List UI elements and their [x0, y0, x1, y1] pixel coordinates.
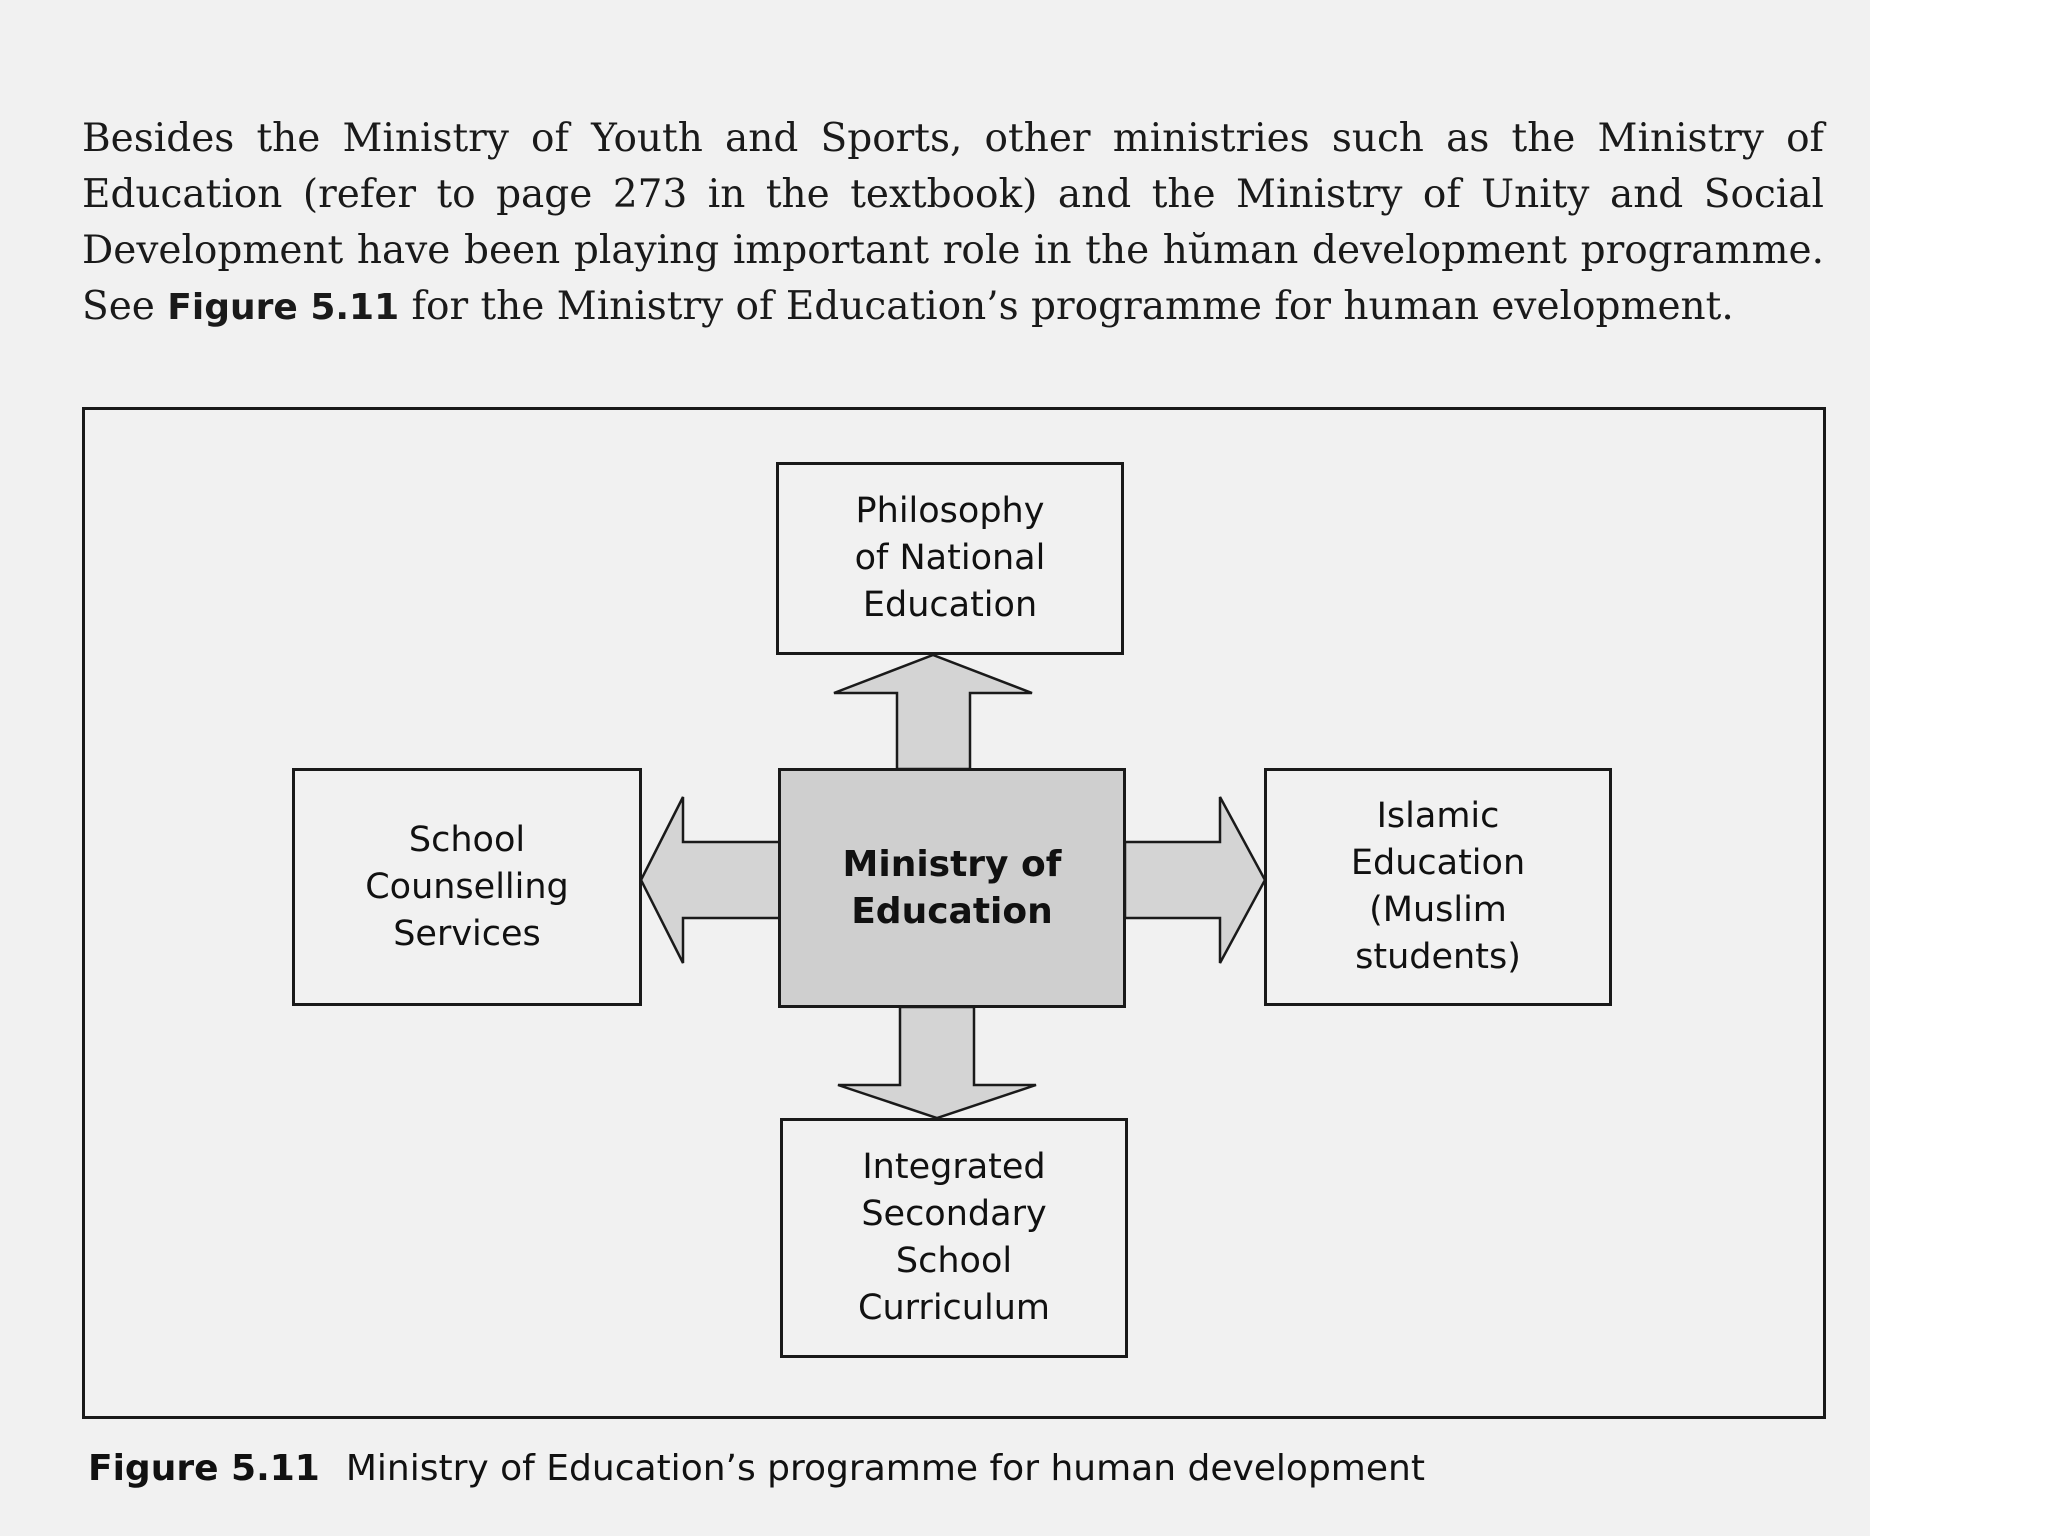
right-box-line: (Muslim — [1369, 890, 1507, 930]
bottom-box-line: Curriculum — [858, 1288, 1050, 1328]
top-box-line: Education — [862, 585, 1038, 625]
bottom-box-line: Integrated — [862, 1147, 1046, 1187]
center-box-line: Ministry of — [842, 844, 1062, 885]
right-box-line: students) — [1355, 937, 1521, 977]
center-box-line: Education — [851, 891, 1053, 932]
bottom-box-line: Secondary — [861, 1194, 1047, 1234]
bottom-box-line: School — [895, 1241, 1013, 1281]
right-box-line: Islamic — [1376, 796, 1500, 836]
left-box-line: School — [408, 819, 526, 860]
figure-caption — [88, 1448, 1425, 1489]
paragraph-text-part2: for the Ministry of Education’s programme for human evelopment. — [399, 284, 1734, 329]
center-box-ministry-of-education — [778, 768, 1126, 1008]
top-box-line: of National — [854, 538, 1046, 578]
top-box-line: Philosophy — [855, 491, 1045, 531]
top-box-philosophy-of-national-education — [776, 462, 1124, 655]
arrow-left — [641, 797, 780, 963]
figure-caption-text: Ministry of Education’s programme for human development — [345, 1448, 1425, 1489]
paragraph-text-part1: Besides the Ministry of Youth and Sports, other ministries such as the Ministry of Education (refer to page 273 in the textbook) and the Ministry of Unity and Social Development have been playing important role in the hŭman development programme. See — [82, 116, 1824, 329]
bottom-box-integrated-secondary-school-curriculum — [780, 1118, 1128, 1358]
arrow-up — [834, 655, 1032, 769]
left-box-line: Counselling — [365, 866, 569, 907]
figure-caption-number: Figure 5.11 — [88, 1448, 320, 1489]
arrow-down — [838, 1007, 1036, 1118]
left-box-school-counselling-services — [292, 768, 642, 1006]
right-box-line: Education — [1350, 843, 1526, 883]
figure-reference: Figure 5.11 — [167, 287, 400, 328]
arrow-right — [1125, 797, 1265, 963]
right-box-islamic-education — [1264, 768, 1612, 1006]
left-box-line: Services — [393, 913, 541, 954]
